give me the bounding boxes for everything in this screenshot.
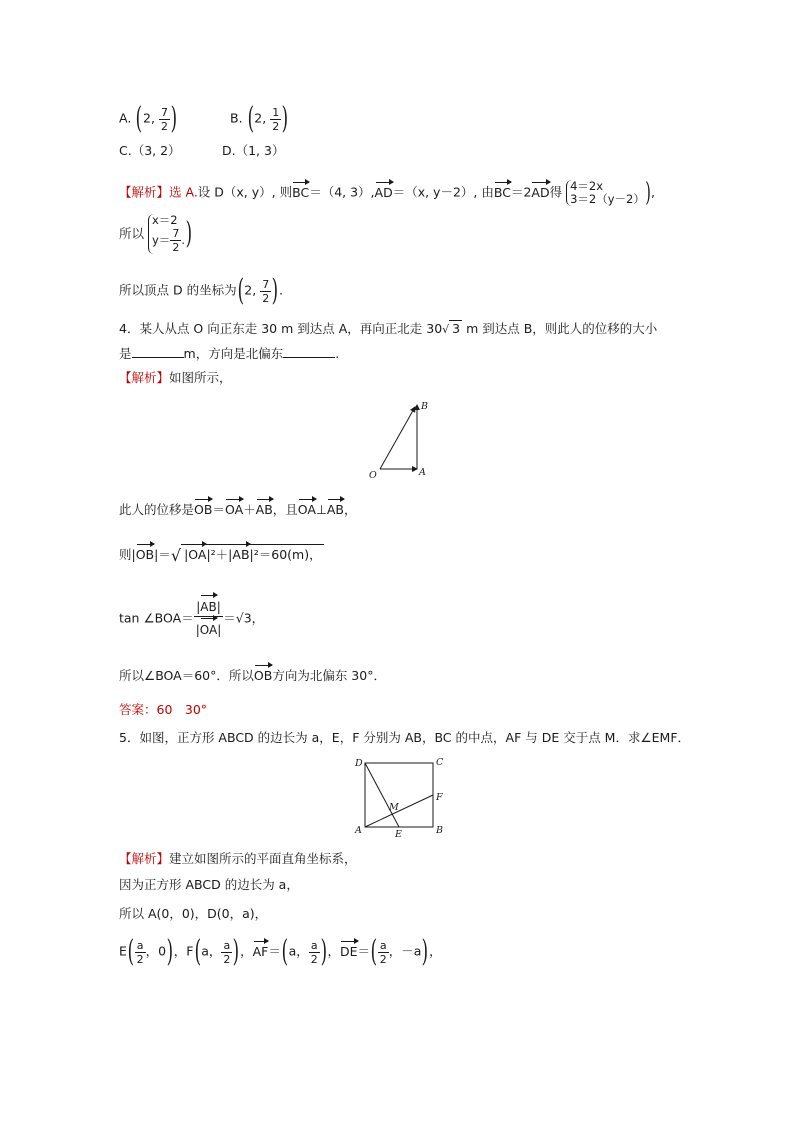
paren-left: ( — [247, 101, 254, 136]
vector-oa: OA — [188, 547, 207, 562]
label-b: B — [436, 825, 443, 836]
text: m，方向是北偏东 — [183, 346, 284, 361]
text: 方向为北偏东 30°． — [272, 668, 386, 683]
text: | — [216, 600, 221, 614]
text: | — [196, 600, 201, 614]
text: ＝ — [268, 943, 281, 959]
paren-left: ( — [281, 934, 288, 969]
paren-left: ( — [370, 934, 378, 969]
paren-left: ( — [127, 934, 134, 969]
text: ，且 — [272, 502, 298, 517]
text: 所以顶点 D 的坐标为 — [119, 282, 237, 298]
option-c: C.（3, 2） — [119, 143, 181, 158]
text: ， — [327, 943, 341, 959]
q4-solution-line2 — [119, 502, 357, 518]
text: ， — [429, 943, 442, 959]
text: ＝2 — [510, 184, 532, 200]
q4-stem-line1: 4．某人从点 O 向正东走 30 m 到达点 A，再向正北走 30√ 3 m 到达点 B，则此人的位移的大小 — [119, 321, 658, 336]
text: 所以∠BOA＝60°．所以 — [119, 668, 254, 683]
q4-solution-line5 — [119, 668, 386, 684]
text: |²＋| — [206, 547, 233, 562]
text: . — [181, 233, 185, 247]
paren-right: ) — [185, 216, 193, 251]
vector-ab: AB — [232, 547, 250, 562]
fraction — [378, 939, 389, 966]
option-a-x: 2, — [143, 110, 155, 126]
paren-left: ( — [135, 101, 143, 136]
text: . — [278, 282, 283, 298]
option-b-fraction — [270, 106, 281, 133]
text: ，0 — [145, 943, 167, 959]
text: 设 D（x, y）, 则 — [197, 184, 293, 200]
fraction — [221, 939, 232, 966]
text: ，F — [173, 943, 194, 959]
fraction — [260, 278, 271, 305]
paren-right: ) — [166, 934, 174, 969]
solution-tag: 【解析】 — [119, 184, 170, 200]
equation-system-1 — [566, 180, 645, 206]
paren-right: ) — [422, 934, 429, 969]
frac-den: 2 — [310, 952, 318, 966]
text: ＝√3， — [223, 610, 265, 626]
fraction-ab-oa — [194, 598, 224, 639]
vector-ob-line — [380, 407, 415, 469]
text: 建立如图所示的平面直角坐标系， — [169, 851, 357, 866]
fraction — [170, 227, 181, 254]
text: | — [184, 547, 189, 562]
text: |²＝60(m)， — [249, 547, 322, 562]
option-d: D.（1, 3） — [222, 143, 285, 158]
option-b-label: B. — [230, 110, 243, 126]
paren-right: ) — [233, 934, 240, 969]
solution-tag: 【解析】 — [119, 370, 170, 385]
answer-blank-2 — [283, 345, 335, 358]
text: m 到达点 B，则此人的位移的大小 — [466, 321, 658, 336]
text: 如图所示， — [169, 370, 232, 385]
frac-den: 2 — [172, 241, 180, 254]
label-f: F — [436, 792, 443, 803]
answer-blank-1 — [132, 345, 184, 358]
label-c: C — [436, 757, 444, 768]
vector-bc: BC — [493, 184, 511, 200]
vector-oa: OA — [297, 502, 316, 517]
label-d: D — [355, 758, 363, 769]
option-a-label: A. — [119, 110, 132, 126]
text: 则| — [119, 547, 136, 562]
frac-num: 7 — [172, 227, 180, 240]
text: . — [335, 346, 340, 361]
paren-right: ) — [281, 101, 289, 136]
q4-solution-line1 — [119, 370, 232, 386]
text: ＝（4, 3）, — [309, 184, 375, 200]
text: | — [217, 623, 222, 637]
q4-solution-line4 — [119, 598, 264, 639]
equation-system-2 — [148, 214, 185, 254]
fraction — [135, 939, 146, 966]
equation: y＝ — [152, 233, 171, 247]
label-b: B — [421, 401, 428, 412]
frac-den: 2 — [223, 952, 231, 966]
label-a: A — [419, 467, 426, 478]
frac-num: a — [221, 939, 232, 953]
text: 2, — [244, 282, 257, 298]
frac-num: a — [309, 939, 320, 953]
q3-solution-line3 — [119, 273, 283, 308]
vector-bc: BC — [292, 184, 310, 200]
label-o: O — [369, 470, 377, 481]
text: |＝ — [154, 547, 171, 562]
text: ＋ — [243, 502, 256, 517]
vector-ab: AB — [255, 502, 273, 517]
text: | — [195, 623, 200, 637]
choice-text: 选 A. — [169, 184, 198, 200]
vector-ad: AD — [531, 184, 550, 200]
text: ，－a — [388, 943, 422, 959]
text: ＝ — [357, 943, 371, 959]
vector-oa: OA — [224, 502, 244, 517]
frac-den: 2 — [160, 119, 168, 133]
frac-num: a — [135, 939, 146, 953]
text: a， — [201, 943, 222, 959]
fraction — [309, 939, 320, 966]
option-b-x: 2, — [254, 110, 267, 126]
frac-den: 2 — [272, 119, 280, 133]
q5-stem: 5．如图，正方形 ABCD 的边长为 a，E，F 分别为 AB，BC 的中点，AF 与 DE 交于点 M．求∠EMF． — [119, 730, 691, 745]
square-abcd — [365, 763, 433, 827]
q3-solution-line1: 【解析】选 A.设 D（x, y）, 则BC＝（4, 3）,AD＝（x, y－2）, 由BC＝2AD得 4＝2x 3＝2（y－2） ), — [119, 178, 655, 208]
vector-ab: AB — [200, 600, 217, 614]
solution-tag: 【解析】 — [119, 851, 170, 866]
text: ， — [344, 502, 357, 517]
q4-solution-line3: 则|OB|＝√ |OA|²＋|AB|²＝60(m)， — [119, 546, 322, 565]
text: tan ∠BOA＝ — [119, 610, 194, 626]
text: ＝（x, y－2）, 由 — [392, 184, 494, 200]
sqrt-3: 3 — [449, 320, 462, 337]
text: 是 — [119, 346, 132, 361]
q4-answer: 答案：60 30° — [119, 702, 208, 717]
paren-left: ( — [237, 273, 244, 308]
vector-ob: OB — [253, 668, 273, 683]
frac-den: 2 — [136, 952, 144, 966]
vector-af: AF — [252, 943, 269, 959]
label-e: E — [395, 829, 402, 840]
frac-num: a — [378, 939, 389, 953]
q3-solution-line2 — [119, 214, 193, 254]
vector-ob: OB — [135, 547, 155, 562]
q5-solution-line3: 所以 A(0，0)，D(0，a)， — [119, 906, 268, 921]
label-a: A — [355, 825, 362, 836]
paren-right: ) — [645, 178, 651, 208]
displacement-figure — [360, 398, 440, 482]
q5-solution-line1 — [119, 851, 357, 867]
frac-num: 7 — [262, 277, 270, 291]
segment-de — [365, 763, 399, 827]
q4-stem-line2 — [119, 345, 339, 362]
label-m: M — [389, 802, 399, 813]
text: 此人的位移是 — [119, 502, 195, 517]
sqrt-expression — [181, 544, 324, 563]
text: a， — [288, 943, 309, 959]
text: 得 — [549, 184, 563, 200]
vector-ob: OB — [194, 502, 213, 517]
paren-right: ) — [170, 101, 178, 136]
text: 4．某人从点 O 向正东走 30 m 到达点 A，再向正北走 30 — [119, 321, 443, 336]
vector-oa: OA — [199, 623, 218, 637]
equation: 3＝2（y－2） — [570, 192, 645, 206]
text: ， — [240, 943, 253, 959]
frac-den: 2 — [262, 291, 270, 305]
paren-left: ( — [194, 934, 201, 969]
vector-ad: AD — [374, 184, 393, 200]
frac-num: 7 — [160, 105, 168, 119]
text: E — [119, 943, 127, 959]
frac-num: 1 — [272, 105, 280, 119]
square-figure — [350, 756, 450, 840]
q5-solution-line2: 因为正方形 ABCD 的边长为 a， — [119, 877, 299, 892]
q5-solution-line4 — [119, 934, 442, 969]
text: ⊥ — [315, 502, 327, 517]
option-b — [230, 101, 289, 136]
vector-de: DE — [340, 943, 358, 959]
text: ＝ — [212, 502, 225, 517]
text: 所以 — [119, 226, 145, 241]
option-a-fraction — [159, 106, 170, 133]
paren-right: ) — [271, 273, 279, 308]
paren-right: ) — [320, 934, 327, 969]
equation: 4＝2x — [570, 179, 604, 193]
equation: x＝2 — [152, 213, 178, 227]
frac-den: 2 — [379, 952, 387, 966]
option-a — [119, 101, 178, 136]
segment-af — [365, 795, 433, 827]
vector-ab: AB — [326, 502, 344, 517]
